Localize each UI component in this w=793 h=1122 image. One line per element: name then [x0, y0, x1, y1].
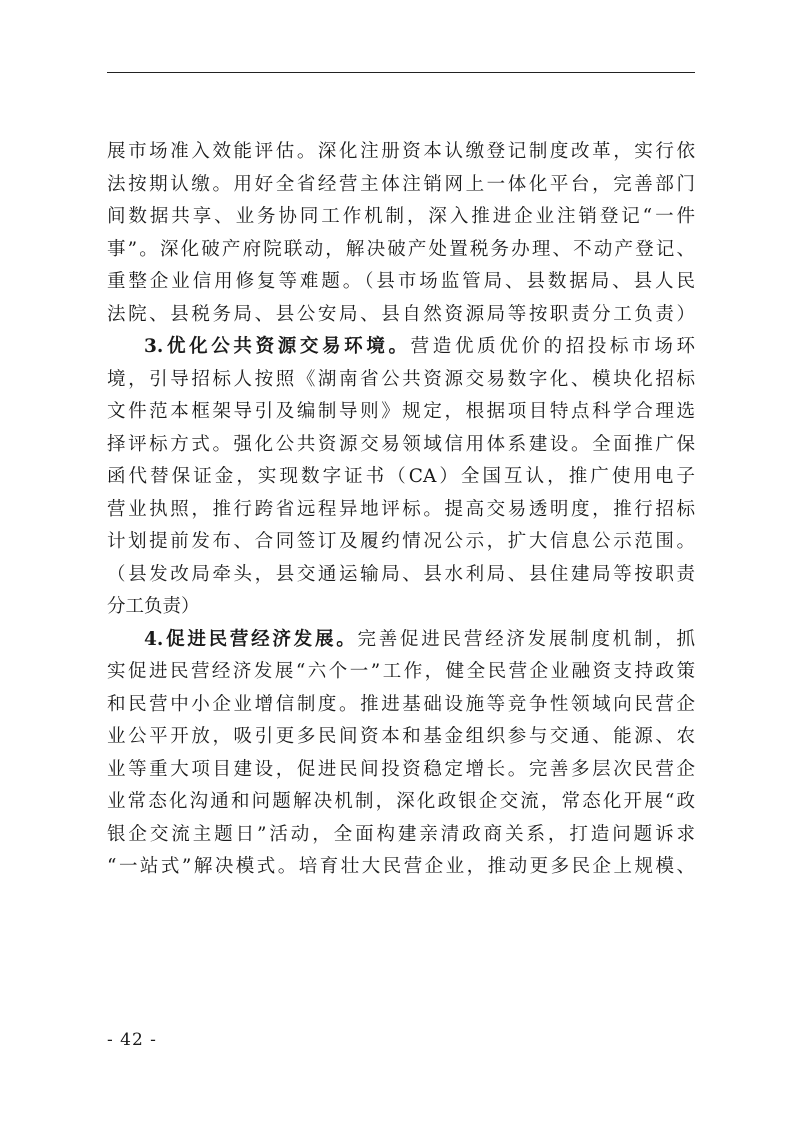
text-line: 法院、县税务局、县公安局、县自然资源局等按职责分工负责）: [107, 303, 695, 325]
section-heading: 4.促进民营经济发展。: [144, 628, 358, 650]
text-line: 计划提前发布、合同签订及履约情况公示，扩大信息公示范围。: [107, 531, 695, 552]
text-line: 法按期认缴。用好全省经营主体注销网上一体化平台，完善部门: [107, 173, 695, 195]
text-run: 营造优质优价的招投标市场环: [410, 336, 695, 357]
text-line: 和民营中小企业增信制度。推进基础设施等竞争性领域向民营企: [107, 693, 695, 715]
text-line: 实促进民营经济发展“六个一”工作，健全民营企业融资支持政策: [107, 661, 695, 682]
text-run: 完善促进民营经济发展制度机制，抓: [357, 628, 695, 650]
text-line: 间数据共享、业务协同工作机制，深入推进企业注销登记“一件: [107, 206, 695, 227]
text-line: 重整企业信用修复等难题。（县市场监管局、县数据局、县人民: [107, 271, 695, 292]
header-rule: [107, 72, 695, 73]
text-line: 函代替保证金，实现数字证书（CA）全国互认，推广使用电子: [107, 466, 695, 487]
text-line: “一站式”解决模式。培育壮大民营企业，推动更多民企上规模、: [107, 856, 695, 877]
text-line: 业公平开放，吸引更多民间资本和基金组织参与交通、能源、农: [107, 726, 695, 747]
text-line: 分工负责）: [107, 596, 200, 617]
section-first-line: [107, 331, 695, 364]
section-heading: 3.优化公共资源交易环境。: [144, 336, 411, 357]
text-line: 展市场准入效能评估。深化注册资本认缴登记制度改革，实行依: [107, 141, 695, 162]
text-line: 境，引导招标人按照《湖南省公共资源交易数字化、模块化招标: [107, 368, 695, 390]
text-line: 文件范本框架导引及编制导则》规定，根据项目特点科学合理选: [107, 401, 695, 422]
text-line: 择评标方式。强化公共资源交易领域信用体系建设。全面推广保: [107, 433, 695, 455]
text-line: 营业执照，推行跨省远程异地评标。提高交易透明度，推行招标: [107, 498, 695, 520]
text-line: 银企交流主题日”活动，全面构建亲清政商关系，打造问题诉求: [107, 823, 695, 845]
document-body: [107, 136, 695, 884]
text-line: 业常态化沟通和问题解决机制，深化政银企交流，常态化开展“政: [107, 791, 695, 812]
text-line: 业等重大项目建设，促进民间投资稳定增长。完善多层次民营企: [107, 758, 695, 780]
text-line: 事”。深化破产府院联动，解决破产处置税务办理、不动产登记、: [107, 238, 695, 260]
section-first-line: [107, 624, 695, 657]
page-number: - 42 -: [107, 1030, 157, 1050]
text-line: （县发改局牵头，县交通运输局、县水利局、县住建局等按职责: [107, 563, 695, 585]
